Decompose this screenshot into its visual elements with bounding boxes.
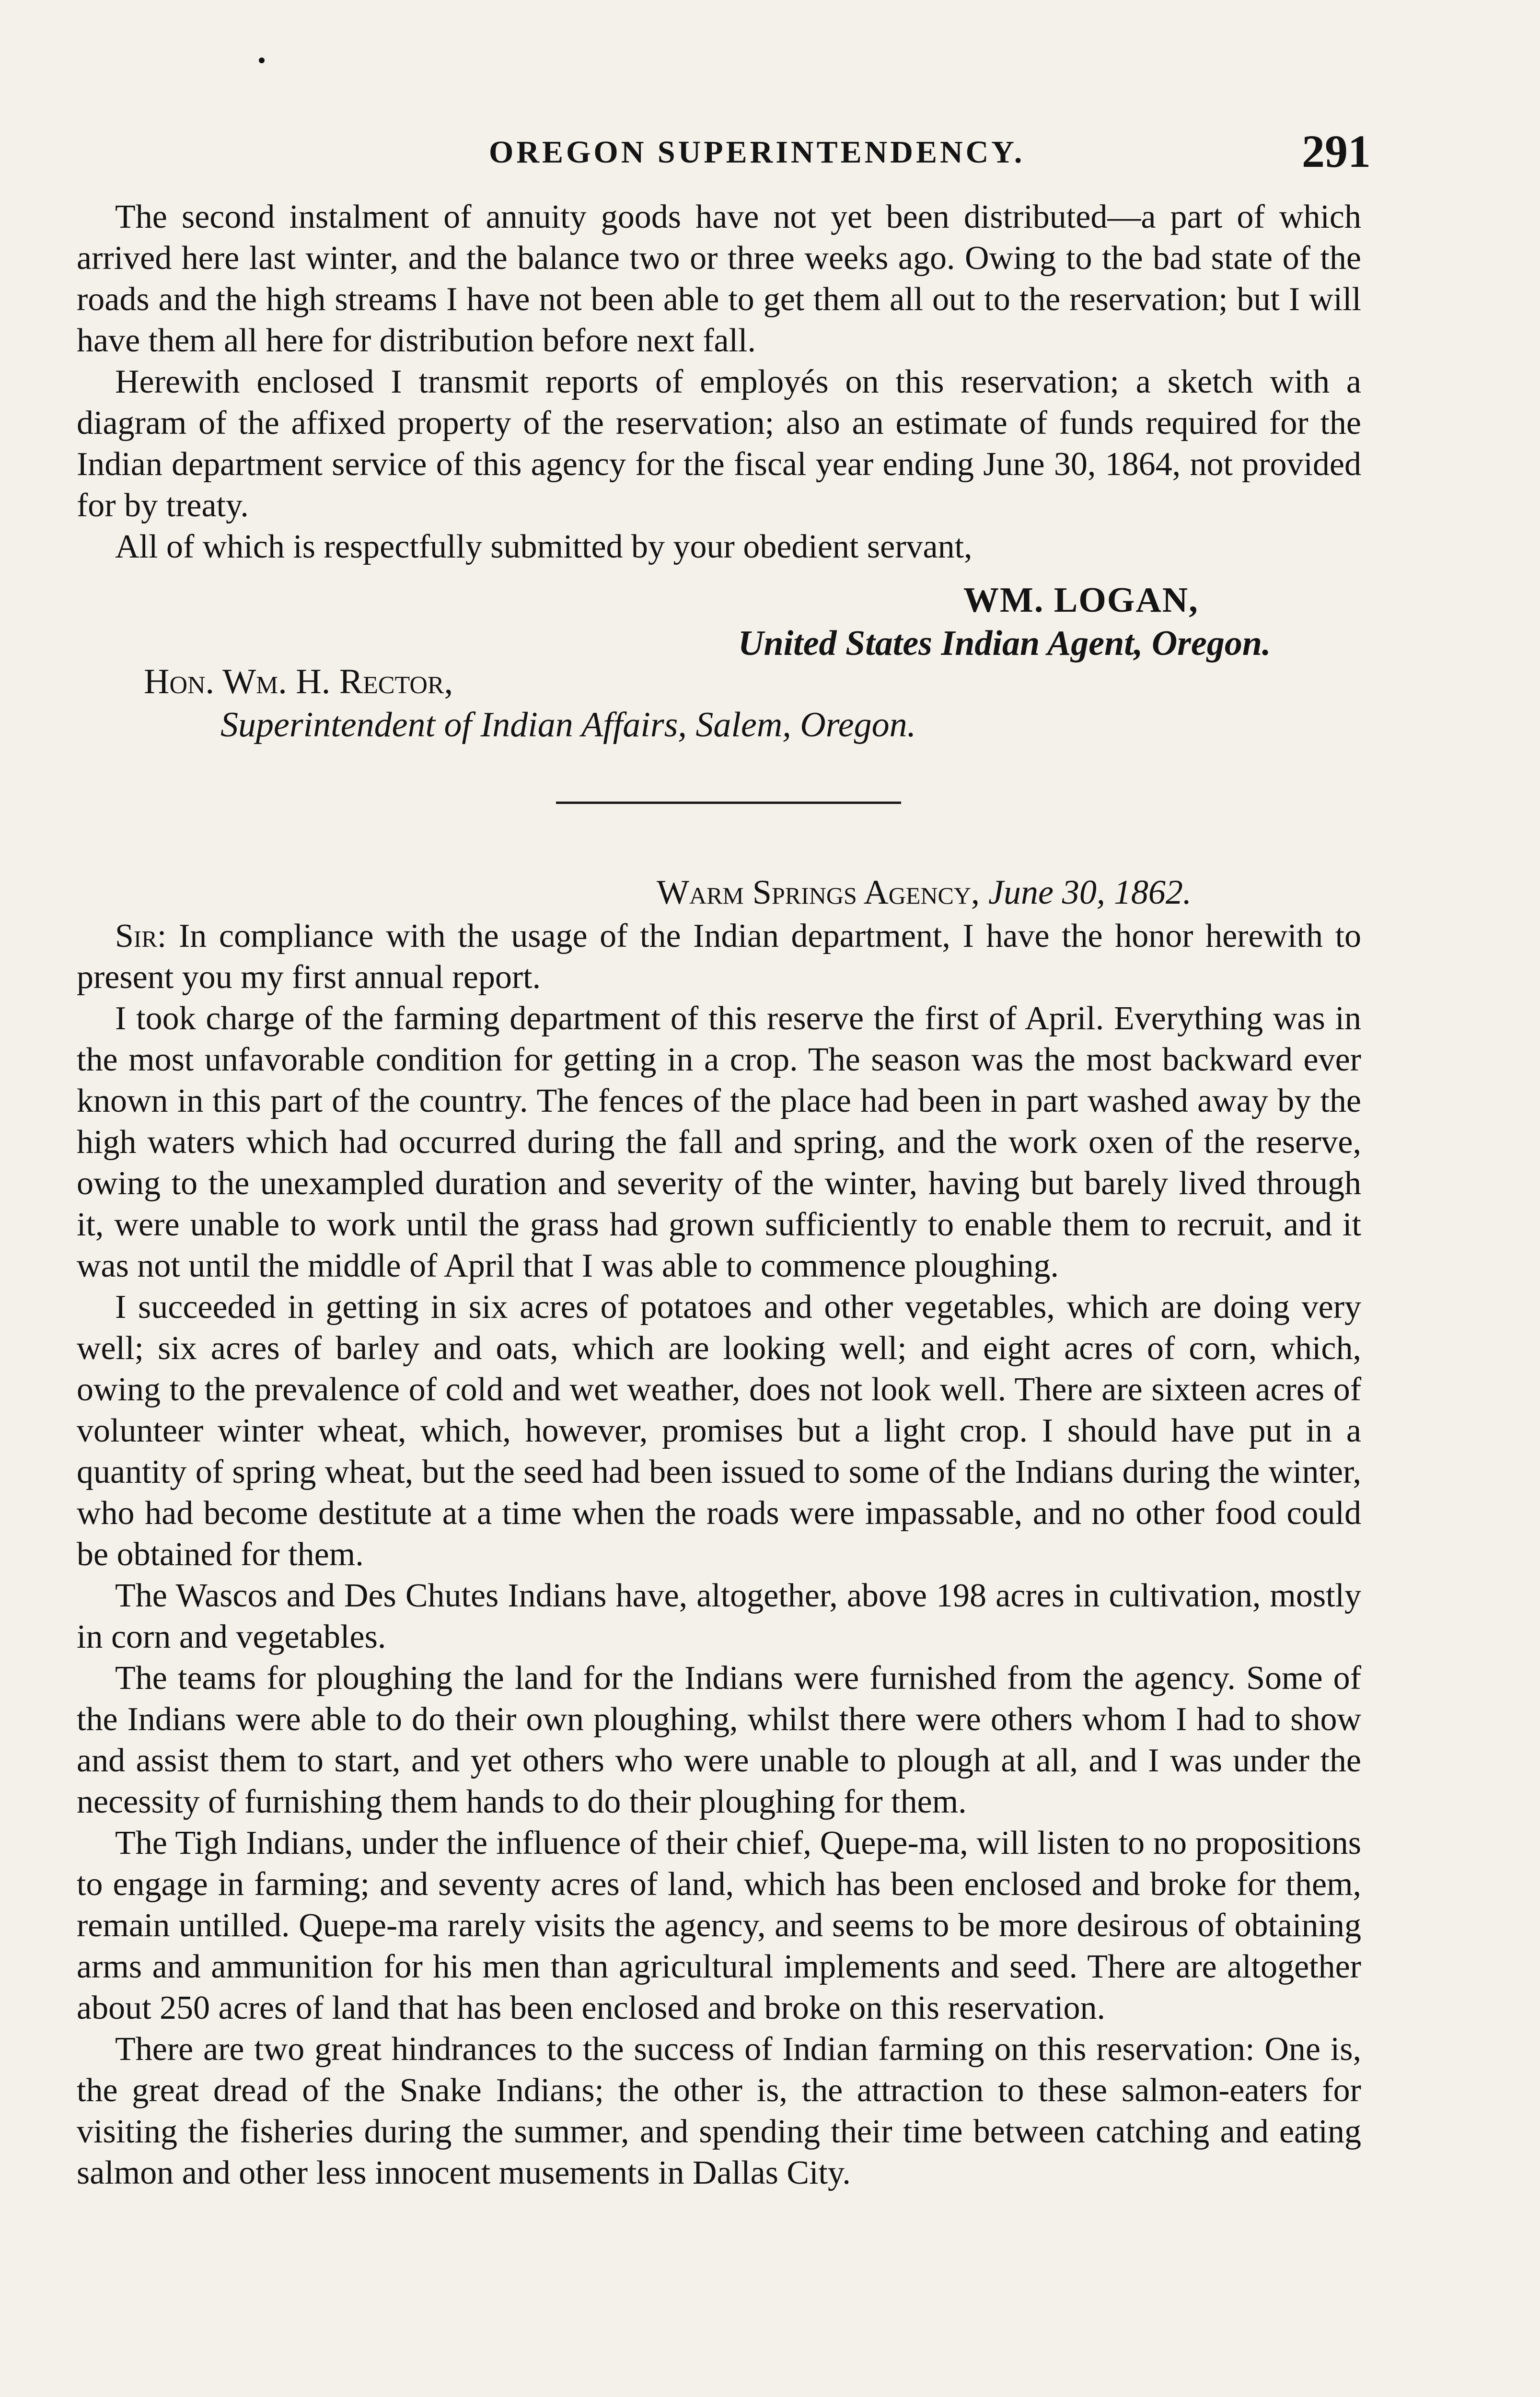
- dateline-place: Warm Springs Agency,: [657, 873, 980, 911]
- paragraph-crops: I succeeded in getting in six acres of potatoes and other vegetables, which are doing very well; six acres of barley and oats, which are looking well; and eight acres of corn, which, owing to the prevalence of cold and wet weather, does not look well. There are sixteen acres of volunteer winter wheat, which, however, promises but a light crop. I should have put in a quantity of spring wheat, but the seed had been issued to some of the Indians during the winter, who had become destitute at a time when the roads were impassable, and no other food could be obtained for them.: [77, 1289, 1361, 1573]
- addressee-name: Hon. Wm. H. Rector,: [144, 662, 453, 701]
- page-header: [115, 120, 1371, 177]
- paragraph-closing: All of which is respectfully submitted by your obedient servant,: [115, 528, 973, 565]
- dateline-date: June 30, 1862.: [988, 873, 1192, 911]
- paragraph-farming-department: I took charge of the farming department of this reserve the first of April. Everything was in the most unfavorable condition for getting in a crop. The season was the most backward ever known in this part of the country. The fences of the place had been in part washed away by the high waters which had occurred during the fall and spring, and the work oxen of the reserve, owing to the unexampled duration and severity of the winter, having but barely lived through it, were unable to work until the grass had grown sufficiently to enable them to recruit, and it was not until the middle of April that I was able to commence ploughing.: [77, 1000, 1361, 1284]
- salutation: Sir:: [115, 918, 167, 954]
- section-divider: [556, 802, 901, 804]
- signature-name: WM. LOGAN,: [963, 581, 1199, 620]
- paragraph-salutation: [77, 916, 1361, 998]
- addressee-title: Superintendent of Indian Affairs, Salem, Oregon.: [220, 705, 916, 745]
- dateline: [657, 873, 1192, 912]
- paragraph-annuity-goods: The second instalment of annuity goods have not yet been distributed—a part of which arrived here last winter, and the balance two or three weeks ago. Owing to the bad state of the roads and the high streams I have not been able to get them all out to the reservation; but I will have them all here for distribution before next fall.: [77, 198, 1361, 359]
- salutation-text: In compliance with the usage of the Indian department, I have the honor herewith to present you my first annual report.: [77, 918, 1362, 996]
- letter-body-logan: [77, 197, 1361, 568]
- paragraph-hindrances: There are two great hindrances to the success of Indian farming on this reservation: One is, the great dread of the Snake Indians; the other is, the attraction to these salmon-eaters for visiting the fisheries during the summer, and spending their time between catching and eating salmon and other less innocent musements in Dallas City.: [77, 2031, 1361, 2191]
- report-body-warm-springs: [77, 916, 1361, 2194]
- paragraph-ploughing-teams: The teams for ploughing the land for the Indians were furnished from the agency. Some of the Indians were able to do their own ploughing, whilst there were others whom I had to show and assist them to start, and yet others who were unable to plough at all, and I was under the necessity of furnishing them hands to do their ploughing for them.: [77, 1660, 1361, 1820]
- running-head: OREGON SUPERINTENDENCY.: [489, 135, 1025, 170]
- signature-title: United States Indian Agent, Oregon.: [738, 624, 1271, 663]
- paragraph-wascos-acres: The Wascos and Des Chutes Indians have, altogether, above 198 acres in cultivation, mostly in corn and vegetables.: [77, 1577, 1361, 1655]
- paragraph-enclosed-reports: Herewith enclosed I transmit reports of employés on this reservation; a sketch with a diagram of the affixed property of the reservation; also an estimate of funds required for the Indian department service of this agency for the fiscal year ending June 30, 1864, not provided for by treaty.: [77, 363, 1361, 524]
- paragraph-tigh-indians: The Tigh Indians, under the influence of their chief, Quepe-ma, will listen to no propositions to engage in farming; and seventy acres of land, which has been enclosed and broke for them, remain untilled. Quepe-ma rarely visits the agency, and seems to be more desirous of obtaining arms and ammunition for his men than agricultural implements and seed. There are altogether about 250 acres of land that has been enclosed and broke on this reservation.: [77, 1825, 1361, 2026]
- scan-speck: [259, 58, 265, 63]
- page-number: 291: [1302, 126, 1371, 177]
